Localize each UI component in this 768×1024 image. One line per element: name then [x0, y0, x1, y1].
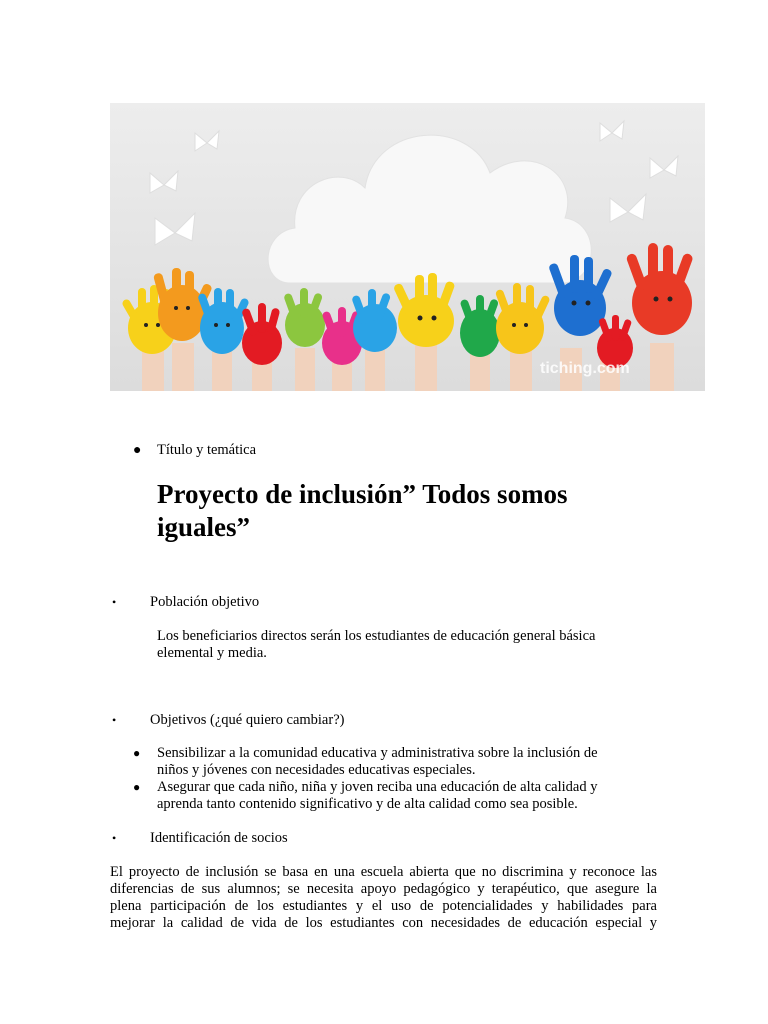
population-paragraph — [157, 628, 657, 662]
partners-paragraph — [110, 864, 657, 932]
list-item — [133, 779, 677, 813]
watermark-text: tiching.com — [540, 360, 630, 377]
list-item-line: aprenda tanto contenido significativo y de alta calidad como sea posible. — [157, 796, 578, 812]
bullet-icon: ● — [133, 746, 141, 760]
red-hand-1 — [241, 303, 282, 365]
bullet-icon: • — [112, 831, 117, 845]
list-item — [133, 745, 677, 779]
section-partners — [112, 830, 288, 847]
section-label: Título y temática — [157, 442, 257, 458]
project-title-line-2: iguales” — [157, 512, 251, 542]
paragraph-line: mejorar la calidad de vida de los estudiantes con necesidades de educación especial y — [110, 915, 657, 931]
section-label: Identificación de socios — [150, 830, 288, 846]
objectives-list — [133, 745, 677, 813]
section-label: Población objetivo — [150, 594, 260, 610]
bullet-icon: ● — [133, 780, 141, 794]
section-objectives — [112, 712, 345, 729]
green-hand-1 — [283, 288, 325, 347]
paragraph-line: plena participación de los estudiantes y el uso de potencialidades y habilidades para — [110, 898, 657, 914]
list-item-line: niños y jóvenes con necesidades educativas especiales. — [157, 762, 476, 778]
list-item-line: Asegurar que cada niño, niña y joven reciba una educación de alta calidad y — [157, 779, 598, 795]
project-title — [157, 478, 677, 544]
bullet-icon: • — [112, 713, 117, 727]
section-title-topic — [133, 442, 257, 459]
bullet-icon: ● — [133, 443, 142, 458]
paragraph-line: El proyecto de inclusión se basa en una escuela abierta que no discrimina y reconoce las — [110, 864, 657, 880]
paragraph-line: Los beneficiarios directos serán los estudiantes de educación general básica — [157, 628, 596, 644]
hero-image — [110, 103, 705, 391]
green-hand-2 — [459, 295, 500, 357]
paragraph-line: elemental y media. — [157, 645, 267, 661]
painted-hands-illustration — [110, 103, 705, 391]
paragraph-line: diferencias de sus alumnos; se necesita apoyo pedagógico y terapéutico, que asegure la — [110, 881, 657, 897]
list-item-line: Sensibilizar a la comunidad educativa y administrativa sobre la inclusión de — [157, 745, 598, 761]
project-title-line-1: Proyecto de inclusión” Todos somos — [157, 479, 568, 509]
section-label: Objetivos (¿qué quiero cambiar?) — [150, 712, 345, 728]
bullet-icon: • — [112, 595, 117, 609]
section-target-population — [112, 594, 260, 611]
